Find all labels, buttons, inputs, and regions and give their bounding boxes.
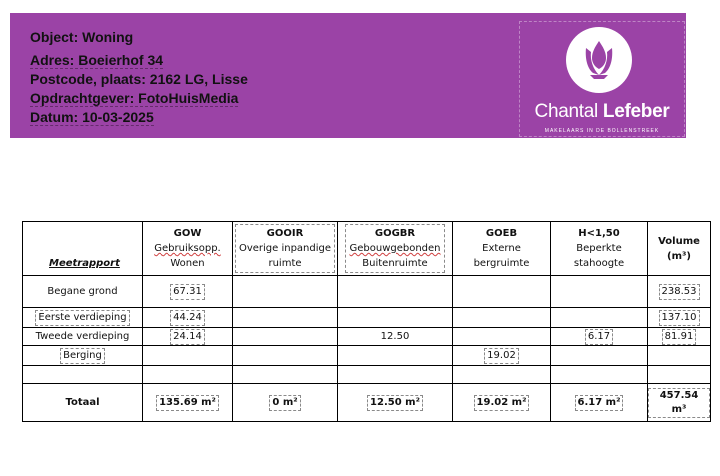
table-cell xyxy=(143,346,233,366)
column-header-gogbr: GOGBR Gebouwgebonden Buitenruimte xyxy=(338,222,453,276)
total-cell: 457.54 m³ xyxy=(648,384,711,422)
date-text: Datum: 10-03-2025 xyxy=(30,109,154,125)
table-row xyxy=(23,328,711,346)
table-cell xyxy=(233,276,338,308)
tulip-icon xyxy=(566,27,632,93)
table-cell: 67.31 xyxy=(143,276,233,308)
table-cell xyxy=(233,328,338,346)
table-cell: 24.14 xyxy=(143,328,233,346)
table-cell: 238.53 xyxy=(648,276,711,308)
table-row xyxy=(23,366,711,384)
table-row xyxy=(23,346,711,366)
table-cell xyxy=(551,276,648,308)
table-cell xyxy=(338,308,453,328)
table-row xyxy=(23,308,711,328)
meetrapport-label: Meetrapport xyxy=(49,258,120,269)
table-cell: 6.17 xyxy=(551,328,648,346)
table-cell: 19.02 xyxy=(453,346,551,366)
column-header-gow: GOW Gebruiksopp. Wonen xyxy=(143,222,233,276)
row-label: Begane grond xyxy=(23,276,143,308)
company-last-name: Lefeber xyxy=(602,101,670,122)
table-cell: 12.50 xyxy=(338,328,453,346)
total-cell: 19.02 m² xyxy=(453,384,551,422)
table-cell: 44.24 xyxy=(143,308,233,328)
column-header-volume: Volume (m³) xyxy=(648,222,711,276)
total-row xyxy=(23,384,711,422)
table-cell xyxy=(453,328,551,346)
total-cell: 0 m² xyxy=(233,384,338,422)
table-cell xyxy=(233,346,338,366)
property-info xyxy=(30,28,248,127)
table-cell xyxy=(551,366,648,384)
table-cell xyxy=(338,276,453,308)
report-header xyxy=(10,13,686,138)
table-cell xyxy=(551,308,648,328)
company-logo xyxy=(519,21,685,137)
date-line xyxy=(30,108,248,127)
column-header-gooir: GOOIR Overige inpandige ruimte xyxy=(233,222,338,276)
table-cell xyxy=(453,366,551,384)
table-cell xyxy=(551,346,648,366)
total-cell: 12.50 m² xyxy=(338,384,453,422)
total-cell: 6.17 m² xyxy=(551,384,648,422)
table-cell: 81.91 xyxy=(648,328,711,346)
company-name xyxy=(520,101,684,123)
table-cell xyxy=(338,366,453,384)
table-cell: 137.10 xyxy=(648,308,711,328)
row-label: Tweede verdieping xyxy=(23,328,143,346)
table-cell xyxy=(338,346,453,366)
table-cell xyxy=(233,308,338,328)
header-row xyxy=(23,222,711,276)
total-cell: 135.69 m² xyxy=(143,384,233,422)
table-cell xyxy=(453,276,551,308)
column-header-h150: H<1,50 Beperkte stahoogte xyxy=(551,222,648,276)
table-cell xyxy=(233,366,338,384)
row-label: Berging xyxy=(23,346,143,366)
postcode-line: Postcode, plaats: 2162 LG, Lisse xyxy=(30,71,248,87)
object-line: Object: Woning xyxy=(30,29,134,45)
measurement-table xyxy=(22,221,711,422)
table-cell xyxy=(143,366,233,384)
company-first-name: Chantal xyxy=(534,101,598,122)
header-label-cell xyxy=(23,222,143,276)
client-text: Opdrachtgever: FotoHuisMedia xyxy=(30,90,239,106)
table-cell xyxy=(23,366,143,384)
total-label: Totaal xyxy=(23,384,143,422)
address-line xyxy=(30,51,248,70)
table-cell xyxy=(453,308,551,328)
table-cell xyxy=(648,366,711,384)
table-cell xyxy=(648,346,711,366)
row-label: Eerste verdieping xyxy=(23,308,143,328)
address-text: Adres: Boeierhof 34 xyxy=(30,52,164,68)
table-row xyxy=(23,276,711,308)
column-header-goeb: GOEB Externe bergruimte xyxy=(453,222,551,276)
company-tagline: MAKELAARS IN DE BOLLENSTREEK xyxy=(544,128,660,134)
client-line xyxy=(30,89,248,108)
